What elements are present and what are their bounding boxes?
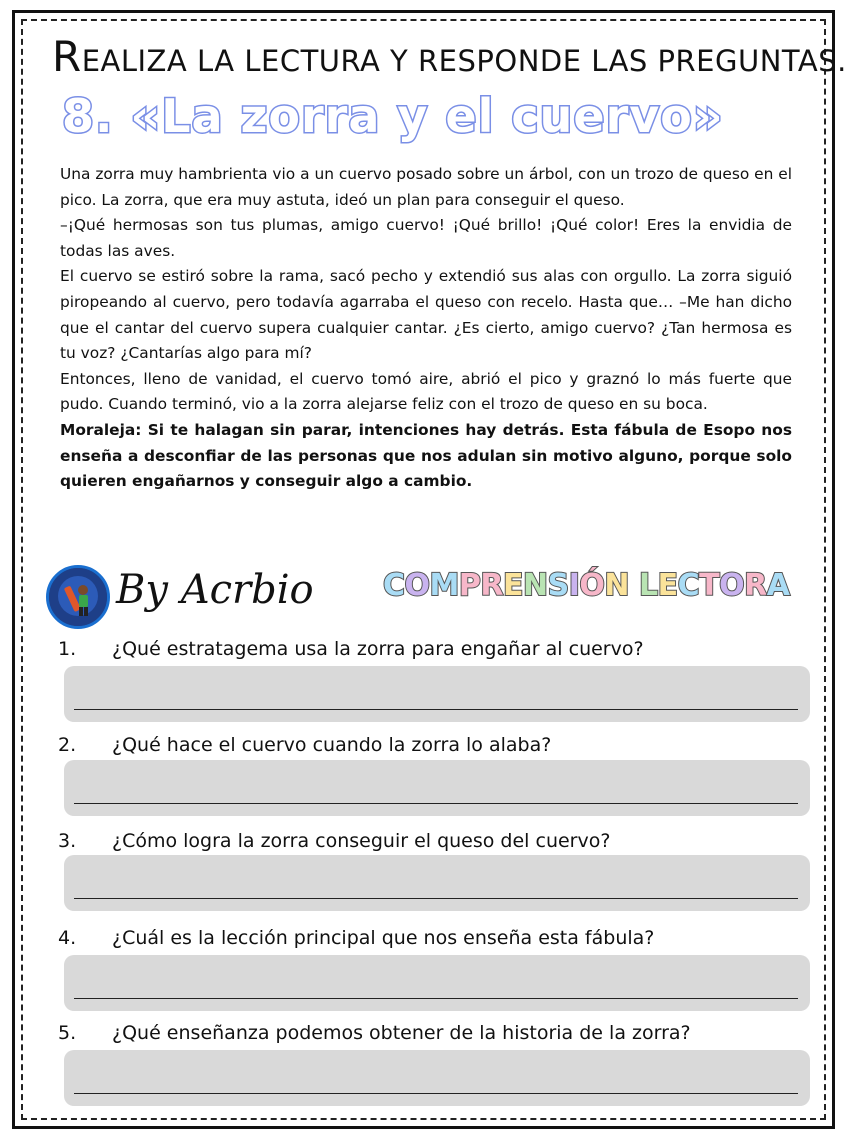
question-text: ¿Qué estratagema usa la zorra para engañar al cuervo? <box>112 638 644 660</box>
answer-box-2[interactable] <box>64 760 810 816</box>
section-title-letter: I <box>568 568 580 603</box>
answer-box-1[interactable] <box>64 666 810 722</box>
author-byline: By Acrbio <box>116 567 314 613</box>
answer-box-3[interactable] <box>64 855 810 911</box>
section-title-letter: E <box>657 568 678 603</box>
section-title-letter: O <box>404 568 430 603</box>
question-text: ¿Qué hace el cuervo cuando la zorra lo alaba? <box>112 734 552 756</box>
question-4 <box>58 925 818 951</box>
section-title-letter: M <box>429 568 459 603</box>
story-paragraph: Entonces, lleno de vanidad, el cuervo tomó aire, abrió el pico y graznó lo más fuerte que pudo. Cuando terminó, vio a la zorra alejarse feliz con el trozo de queso en su boca. <box>60 369 792 414</box>
story-moral: Moraleja: Si te halagan sin parar, intenciones hay detrás. Esta fábula de Esopo nos enseña a desconfiar de las personas que nos adulan sin motivo alguno, porque solo quieren engañarnos y conseguir algo a cambio. <box>60 420 792 491</box>
section-title-letter: R <box>480 568 504 603</box>
answer-line <box>74 998 798 999</box>
story-paragraph: –¡Qué hermosas son tus plumas, amigo cuervo! ¡Qué brillo! ¡Qué color! Eres la envidia de todas las aves. <box>60 216 792 260</box>
story-paragraph: Una zorra muy hambrienta vio a un cuervo posado sobre un árbol, con un trozo de queso en el pico. La zorra, que era muy astuta, ideó un plan para conseguir el queso. <box>60 165 793 209</box>
section-title-letter: A <box>766 568 790 603</box>
section-title-letter: R <box>744 568 767 603</box>
author-avatar <box>46 565 110 629</box>
answer-line <box>74 803 798 804</box>
answer-box-4[interactable] <box>64 955 810 1011</box>
section-title-letter: T <box>699 568 720 603</box>
question-text: ¿Qué enseñanza podemos obtener de la historia de la zorra? <box>112 1022 691 1044</box>
story-text <box>60 162 792 495</box>
answer-line <box>74 1093 798 1094</box>
question-5 <box>58 1020 818 1046</box>
section-title-letter: Ó <box>579 568 605 603</box>
section-title-letter: E <box>503 568 524 603</box>
section-title-letter: S <box>547 568 569 603</box>
answer-line <box>74 709 798 710</box>
section-title-letter: P <box>458 568 481 603</box>
question-number: 4. <box>58 927 77 949</box>
question-2 <box>58 732 818 758</box>
story-paragraph: El cuervo se estiró sobre la rama, sacó pecho y extendió sus alas con orgullo. La zorra siguió piropeando al cuervo, pero todavía agarraba el queso con recelo. Hasta que… –Me han dicho que el cantar del cuervo supera cualquier cantar. ¿Es cierto, amigo cuervo? ¿Tan hermosa es tu voz? ¿Cantarías algo para mí? <box>60 267 792 363</box>
section-title-letter: L <box>638 568 658 603</box>
reading-comprehension-title <box>383 566 819 606</box>
question-text: ¿Cómo logra la zorra conseguir el queso del cuervo? <box>112 830 611 852</box>
section-title-letter: N <box>523 568 548 603</box>
section-title-letter: O <box>719 568 745 603</box>
question-1 <box>58 636 818 662</box>
section-title-letter: N <box>604 568 630 603</box>
question-number: 3. <box>58 830 77 852</box>
instructions-heading: REALIZA LA LECTURA Y RESPONDE LAS PREGUNTAS. <box>52 32 847 81</box>
answer-box-5[interactable] <box>64 1050 810 1106</box>
question-text: ¿Cuál es la lección principal que nos enseña esta fábula? <box>112 927 655 949</box>
question-number: 5. <box>58 1022 77 1044</box>
section-title-letter: C <box>677 568 700 603</box>
answer-line <box>74 898 798 899</box>
question-number: 1. <box>58 638 77 660</box>
section-title-letter: C <box>383 568 405 603</box>
question-3 <box>58 828 818 854</box>
avatar-illustration <box>49 568 107 626</box>
story-title: 8. «La zorra y el cuervo» <box>62 89 724 143</box>
question-number: 2. <box>58 734 77 756</box>
section-title-letter <box>629 568 639 603</box>
